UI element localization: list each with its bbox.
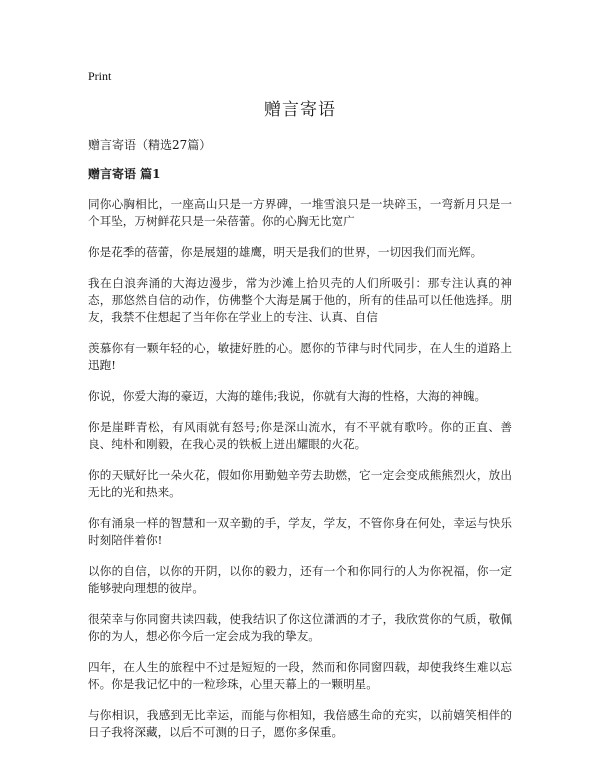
paragraph-9: 以你的自信，以你的开阴，以你的毅力，还有一个和你同行的人为你祝福，你一定能够驶向理想的彼岸。 bbox=[88, 564, 512, 595]
paragraph-10: 很荣幸与你同窗共读四载，使我结识了你这位潇洒的才子，我欣赏你的气质，敬佩你的为人，想必你今后一定会成为我的挚友。 bbox=[88, 612, 512, 643]
paragraph-8: 你有涌泉一样的智慧和一双辛勤的手，学友，学友，不管你身在何处，幸运与快乐时刻陪伴着你! bbox=[88, 516, 512, 547]
document-subtitle: 赠言寄语（精选27篇） bbox=[88, 138, 212, 152]
paragraph-2: 你是花季的蓓蕾，你是展翅的雄鹰，明天是我们的世界，一切因我们而光辉。 bbox=[88, 245, 483, 259]
paragraph-1: 同你心胸相比，一座高山只是一方界碑，一堆雪浪只是一块碎玉，一弯新月只是一个耳坠，万树鲜花只是一朵蓓蕾。你的心胸无比宽广 bbox=[88, 197, 512, 228]
print-link[interactable]: Print bbox=[88, 69, 112, 83]
paragraph-3: 我在白浪奔涌的大海边漫步，常为沙滩上拾贝壳的人们所吸引：那专注认真的神态，那悠然自信的动作，仿佛整个大海是属于他的，所有的佳品可以任他选择。朋友，我禁不住想起了当年你在学业上的专注、认真、自信 bbox=[88, 276, 512, 324]
paragraph-11: 四年，在人生的旅程中不过是短短的一段，然而和你同窗四载，却使我终生难以忘怀。你是我记忆中的一粒珍珠，心里天幕上的一颗明星。 bbox=[88, 660, 512, 691]
paragraph-5: 你说，你爱大海的豪迈，大海的雄伟;我说，你就有大海的性格，大海的神魄。 bbox=[88, 389, 487, 403]
paragraph-12: 与你相识，我感到无比幸运，而能与你相知，我倍感生命的充实，以前嬉笑相伴的日子我将深藏，以后不可测的日子，愿你多保重。 bbox=[88, 708, 512, 739]
paragraph-6: 你是崖畔青松，有风雨就有怒号;你是深山流水，有不平就有歌吟。你的正直、善良、纯朴和刚毅，在我心灵的铁板上迸出耀眼的火花。 bbox=[88, 420, 512, 451]
page-title: 赠言寄语 bbox=[264, 100, 336, 120]
paragraph-7: 你的天赋好比一朵火花，假如你用勤勉辛劳去助燃，它一定会变成熊熊烈火，放出无比的光和热来。 bbox=[88, 468, 512, 499]
section-heading: 赠言寄语 篇1 bbox=[88, 167, 161, 181]
paragraph-4: 羡慕你有一颗年轻的心，敏捷好胜的心。愿你的节律与时代同步，在人生的道路上迅跑! bbox=[88, 341, 512, 372]
